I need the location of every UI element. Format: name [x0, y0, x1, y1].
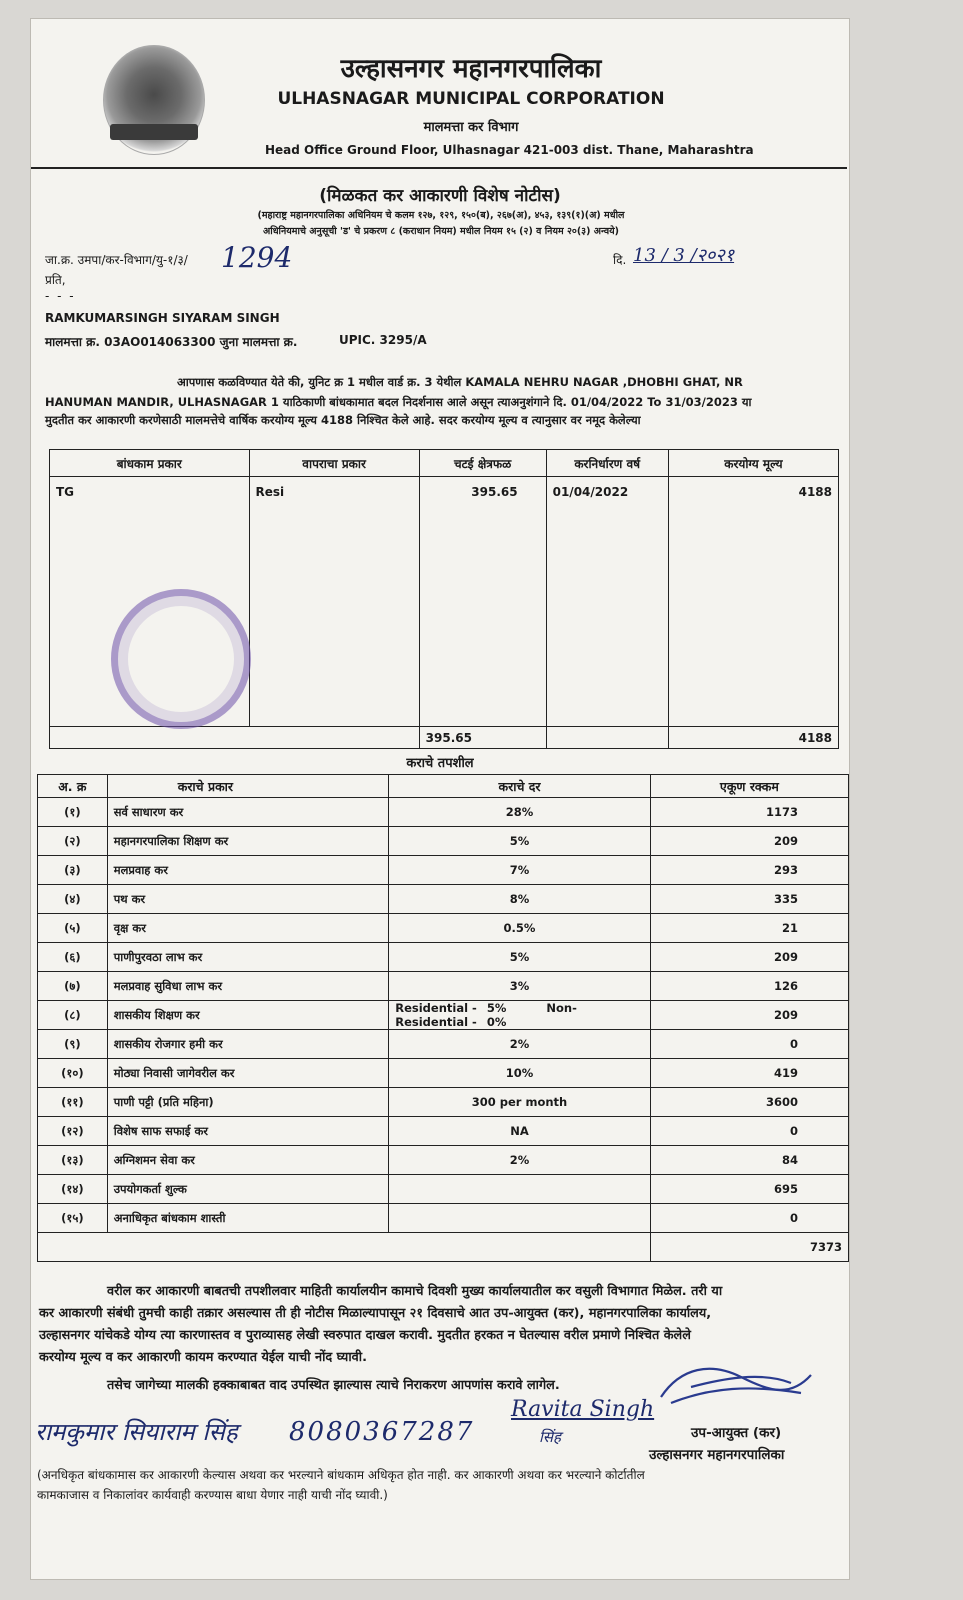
tax-serial: (१०)	[38, 1059, 108, 1088]
to-dashes: - - -	[45, 289, 76, 303]
tax-name: पाणी पट्टी (प्रति महिना)	[107, 1088, 389, 1117]
intro-line-3: मुदतीत कर आकारणी करणेसाठी मालमत्तेचे वार्षिक करयोग्य मूल्य 4188 निश्चित केले आहे. सदर करयोग्य मूल्य व त्यानुसार वर नमूद केलेल्या	[45, 413, 641, 427]
tax-amount: 0	[650, 1204, 848, 1233]
tax-row	[38, 1030, 849, 1059]
tax-serial: (६)	[38, 943, 108, 972]
total-taxable-value: 4188	[668, 727, 838, 749]
tax-row	[38, 943, 849, 972]
tax-row	[38, 1059, 849, 1088]
tax-amount: 1173	[650, 798, 848, 827]
edu-nonres-value: 0%	[486, 1015, 507, 1029]
tax-rate	[389, 1204, 651, 1233]
tax-rate: 10%	[389, 1059, 651, 1088]
tax-serial: (१)	[38, 798, 108, 827]
tax-name: अग्निशमन सेवा कर	[107, 1146, 389, 1175]
reference-number-handwritten: 1294	[221, 241, 293, 274]
tax-rate: 2%	[389, 1146, 651, 1175]
tax-name: शासकीय रोजगार हमी कर	[107, 1030, 389, 1059]
tax-rate: 5%	[389, 827, 651, 856]
tax-name: मलप्रवाह सुविधा लाभ कर	[107, 972, 389, 1001]
letterhead	[31, 19, 847, 169]
cell-assessment-year: 01/04/2022	[546, 477, 668, 727]
officer-signature-scribble	[651, 1357, 821, 1413]
notice-document	[30, 18, 850, 1580]
tax-row	[38, 856, 849, 885]
tax-name: पथ कर	[107, 885, 389, 914]
tax-row	[38, 798, 849, 827]
tax-serial: (१४)	[38, 1175, 108, 1204]
col-taxable-value: करयोग्य मूल्य	[668, 450, 838, 477]
date-label: दि.	[613, 253, 627, 267]
tax-row	[38, 972, 849, 1001]
disclaimer-line-1: (अनधिकृत बांधकामास कर आकारणी केल्यास अथवा कर भरल्याने बांधकाम अधिकृत होत नाही. कर आकारणी अथवा कर भरल्याने कोर्टातील	[37, 1468, 645, 1482]
col-tax-rate: कराचे दर	[389, 775, 651, 798]
intro-line-1: आपणास कळविण्यात येते की, युनिट क्र 1 मधील वार्ड क्र. 3 येथील KAMALA NEHRU NAGAR ,DHOBHI GHAT, NR	[177, 375, 743, 389]
tax-serial: (४)	[38, 885, 108, 914]
tax-serial: (७)	[38, 972, 108, 1001]
tax-row	[38, 1175, 849, 1204]
edu-residential-label: Residential -	[395, 1001, 477, 1015]
org-name-english: ULHASNAGAR MUNICIPAL CORPORATION	[277, 89, 665, 109]
tax-name: महानगरपालिका शिक्षण कर	[107, 827, 389, 856]
tax-serial: (१२)	[38, 1117, 108, 1146]
tax-serial: (१५)	[38, 1204, 108, 1233]
tax-serial: (९)	[38, 1030, 108, 1059]
tax-rate: 3%	[389, 972, 651, 1001]
tax-name: उपयोगकर्ता शुल्क	[107, 1175, 389, 1204]
tax-row	[38, 885, 849, 914]
tax-amount: 209	[650, 1001, 848, 1030]
tax-amount: 0	[650, 1030, 848, 1059]
intro-line-2: HANUMAN MANDIR, ULHASNAGAR 1 याठिकाणी बांधकामात बदल निदर्शनास आले असून त्याअनुशंगाने दि. 01/04/2022 To 31/03/2023 या	[45, 395, 752, 409]
tax-row	[38, 1146, 849, 1175]
tax-rate: 28%	[389, 798, 651, 827]
tax-serial: (५)	[38, 914, 108, 943]
total-carpet-area: 395.65	[419, 727, 546, 749]
tax-table	[37, 774, 849, 1262]
tax-row	[38, 1001, 849, 1030]
tax-name: पाणीपुरवठा लाभ कर	[107, 943, 389, 972]
office-address: Head Office Ground Floor, Ulhasnagar 421-003 dist. Thane, Maharashtra	[265, 143, 754, 157]
tax-amount: 0	[650, 1117, 848, 1146]
tax-amount: 126	[650, 972, 848, 1001]
tax-amount: 419	[650, 1059, 848, 1088]
tax-grand-total: 7373	[650, 1233, 848, 1262]
cell-taxable-value: 4188	[668, 477, 838, 727]
designation-org: उल्हासनगर महानगरपालिका	[649, 1447, 785, 1463]
tax-section-title: कराचे तपशील	[406, 756, 474, 771]
tax-rate	[389, 1001, 651, 1030]
designation: उप-आयुक्त (कर)	[691, 1425, 782, 1441]
cell-carpet-area: 395.65	[419, 477, 546, 727]
tax-amount: 695	[650, 1175, 848, 1204]
tax-rate: NA	[389, 1117, 651, 1146]
col-assessment-year: करनिर्धारण वर्ष	[546, 450, 668, 477]
tax-row	[38, 914, 849, 943]
owner-name: RAMKUMARSINGH SIYARAM SINGH	[45, 311, 280, 325]
tax-rate: 5%	[389, 943, 651, 972]
col-usage-type: वापराचा प्रकार	[249, 450, 419, 477]
reference-label: जा.क्र. उमपा/कर-विभाग/यु-१/३/	[45, 253, 188, 267]
phone-handwritten: 8080367287	[289, 1417, 475, 1447]
tax-rate: 0.5%	[389, 914, 651, 943]
tax-row	[38, 1088, 849, 1117]
tax-amount: 84	[650, 1146, 848, 1175]
tax-serial: (२)	[38, 827, 108, 856]
tax-amount: 335	[650, 885, 848, 914]
tax-name: शासकीय शिक्षण कर	[107, 1001, 389, 1030]
tax-serial: (८)	[38, 1001, 108, 1030]
org-name-marathi: उल्हासनगर महानगरपालिका	[340, 54, 602, 84]
to-label: प्रति,	[45, 273, 66, 287]
tax-name: मोठ्या निवासी जागेवरील कर	[107, 1059, 389, 1088]
tax-name: अनाधिकृत बांधकाम शास्ती	[107, 1204, 389, 1233]
tax-rate: 7%	[389, 856, 651, 885]
col-construction-type: बांधकाम प्रकार	[50, 450, 250, 477]
footer-para-1-line-1: वरील कर आकारणी बाबतची तपशीलवार माहिती कार्यालयीन कामाचे दिवशी मुख्य कार्यालयातील कर वसुली विभागात मिळेल. तरी या	[107, 1284, 723, 1299]
footer-para-1-line-3: उल्हासनगर यांचेकडे योग्य त्या कारणास्तव व पुराव्यासह लेखी स्वरुपात दाखल करावी. मुदतीत हरकत न घेतल्यास वरील प्रमाणे निश्चित केलेले	[39, 1328, 691, 1343]
disclaimer-line-2: कामकाजास व निकालांवर कार्यवाही करण्यास बाधा येणार नाही याची नोंद घ्यावी.)	[37, 1488, 388, 1502]
signatory-sub-handwritten: सिंह	[539, 1428, 561, 1446]
tax-amount: 209	[650, 827, 848, 856]
tax-serial: (११)	[38, 1088, 108, 1117]
col-tax-type: कराचे प्रकार	[107, 775, 389, 798]
corporation-emblem-icon	[103, 45, 205, 155]
footer-para-2: तसेच जागेच्या मालकी हक्काबाबत वाद उपस्थित झाल्यास त्याचे निराकरण आपणांस करावे लागेल.	[107, 1378, 560, 1393]
footer-para-1-line-4: करयोग्य मूल्य व कर आकारणी कायम करण्यात येईल याची नोंद घ्यावी.	[39, 1350, 367, 1365]
notice-subtitle-2: अधिनियमाचे अनुसूची 'ड' चे प्रकरण ८ (कराधान नियम) मधील नियम १५ (२) व नियम २०(३) अन्वये)	[263, 226, 619, 237]
footer-para-1-line-2: कर आकारणी संबंधी तुमची काही तक्रार असल्यास ती ही नोटीस मिळाल्यापासून २१ दिवसाचे आत उप-आयुक्त (कर), महानगरपालिका कार्यालय,	[39, 1306, 712, 1321]
col-serial: अ. क्र	[38, 775, 108, 798]
official-seal-stamp	[111, 589, 251, 729]
department-name: मालमत्ता कर विभाग	[423, 120, 519, 135]
property-number: मालमत्ता क्र. 03AO014063300 जुना मालमत्ता क्र.	[45, 335, 298, 349]
tax-name: वृक्ष कर	[107, 914, 389, 943]
tax-amount: 3600	[650, 1088, 848, 1117]
signatory-handwritten: Ravita Singh	[511, 1397, 655, 1422]
tax-rate: 2%	[389, 1030, 651, 1059]
tax-amount: 209	[650, 943, 848, 972]
date-handwritten: 13 / 3 /२०२१	[633, 245, 735, 266]
cell-usage-type: Resi	[249, 477, 419, 727]
tax-rate	[389, 1175, 651, 1204]
col-carpet-area: चटई क्षेत्रफळ	[419, 450, 546, 477]
edu-residential-value: 5%	[486, 1001, 507, 1015]
tax-serial: (३)	[38, 856, 108, 885]
tax-name: सर्व साधारण कर	[107, 798, 389, 827]
cell-construction-type: TG	[50, 477, 250, 727]
tax-amount: 21	[650, 914, 848, 943]
owner-name-handwritten: रामकुमार सियाराम सिंह	[35, 1418, 238, 1446]
tax-serial: (१३)	[38, 1146, 108, 1175]
tax-rate: 300 per month	[389, 1088, 651, 1117]
edu-nonres-label: Non-Residential -	[395, 1001, 577, 1029]
tax-row	[38, 1204, 849, 1233]
tax-name: मलप्रवाह कर	[107, 856, 389, 885]
tax-rate: 8%	[389, 885, 651, 914]
tax-amount: 293	[650, 856, 848, 885]
notice-subtitle-1: (महाराष्ट्र महानगरपालिका अधिनियम चे कलम १२७, १२९, १५०(ब), २६७(अ), ४५३, १३९(१)(अ) मधील	[257, 210, 625, 221]
tax-row	[38, 827, 849, 856]
notice-title: (मिळकत कर आकारणी विशेष नोटीस)	[319, 186, 561, 206]
upic-number: UPIC. 3295/A	[339, 333, 427, 347]
tax-name: विशेष साफ सफाई कर	[107, 1117, 389, 1146]
tax-row	[38, 1117, 849, 1146]
col-tax-amount: एकूण रक्कम	[650, 775, 848, 798]
